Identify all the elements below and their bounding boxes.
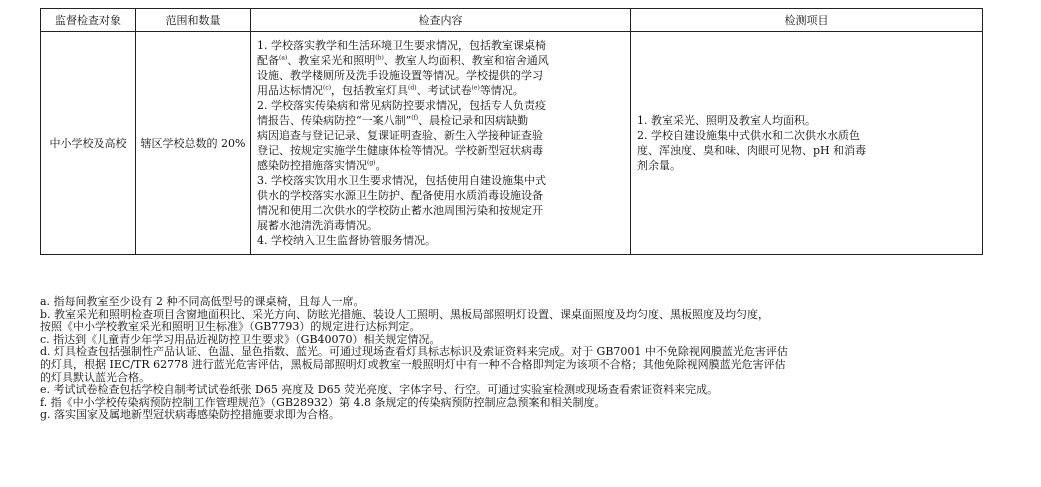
footnote-a: a. 指每间教室至少设有 2 种不同高低型号的课桌椅，且每人一席。 <box>40 295 365 308</box>
text-segment: 配备 <box>257 54 279 67</box>
detection-line: 度、浑浊度、臭和味、肉眼可见物、pH 和消毒 <box>637 144 867 157</box>
note-ref-b: (b) <box>375 54 384 62</box>
note-ref-f: (f) <box>411 114 419 122</box>
text-segment: 等情况。 <box>479 84 524 97</box>
content-item2-line1: 2. 学校落实传染病和常见病防控要求情况，包括专人负责疫 <box>257 99 546 112</box>
content-item3-line3: 情况和使用二次供水的学校防止蓄水池周围污染和按规定开 <box>257 204 543 217</box>
text-segment: ，包括教室灯具 <box>331 84 409 97</box>
footnote-b: b. 教室采光和照明检查项目含窗地面积比、采光方向、防眩光措施、装设人工照明、黑板局部照明灯设置、课桌面照度及均匀度、黑板照度及均匀度， <box>40 307 770 321</box>
text-segment: 、教室采光和照明 <box>287 54 376 67</box>
content-item2-line2 <box>257 113 626 128</box>
footnote-g: g. 落实国家及属地新型冠状病毒感染防控措施要求即为合格。 <box>40 408 341 422</box>
footnote-e: e. 考试试卷检查包括学校自制考试试卷纸张 D65 亮度及 D65 荧光亮度、字体字号、行空。可通过实验室检测或现场查看索证资料来完成。 <box>40 383 719 397</box>
inspection-table <box>40 8 983 255</box>
text-segment: 情报告、传染病防控“一案八制” <box>257 114 412 127</box>
header-content: 检查内容 <box>251 9 631 32</box>
content-item2-line3: 病因追查与登记记录、复课证明查验、新生入学接种证查验 <box>257 129 543 142</box>
text-segment: 感染防控措施落实情况 <box>257 159 367 172</box>
table-header-row <box>41 9 983 32</box>
footnote-d-cont: 的灯具默认蓝光合格。 <box>40 370 150 384</box>
text-segment: 。 <box>375 159 387 172</box>
header-object: 监督检查对象 <box>41 9 136 32</box>
note-ref-a: (a) <box>279 54 288 62</box>
cell-detection <box>631 32 983 255</box>
cell-scope: 辖区学校总数的 20% <box>136 32 251 255</box>
footnote-d-cont: 的灯具，根据 IEC/TR 62778 进行蓝光危害评估，黑板局部照明灯或教室一般照明灯中有一种不合格即判定为该项不合格；其他免除视网膜蓝光危害评估 <box>40 357 786 371</box>
detection-line: 1. 教室采光、照明及教室人均面积。 <box>637 114 816 127</box>
footnotes <box>40 296 990 422</box>
text-segment: 、考试试卷 <box>416 84 472 97</box>
content-item1-line1: 1. 学校落实教学和生活环境卫生要求情况，包括教室课桌椅 <box>257 39 546 52</box>
content-item3-line1: 3. 学校落实饮用水卫生要求情况，包括使用自建设施集中式 <box>257 174 546 187</box>
detection-line: 剂余量。 <box>637 159 681 172</box>
content-item2-line5 <box>257 158 626 173</box>
text-segment: 用品达标情况 <box>257 84 323 97</box>
text-segment: 、教室人均面积、教室和宿舍通风 <box>383 54 549 67</box>
cell-content <box>251 32 631 255</box>
header-detection: 检测项目 <box>631 9 983 32</box>
content-item3-line2: 供水的学校落实水源卫生防护、配备使用水质消毒设施设备 <box>257 189 543 202</box>
note-ref-e: (e) <box>471 84 480 92</box>
content-item1-line3: 设施、教学楼厕所及洗手设施设置等情况。学校提供的学习 <box>257 69 543 82</box>
footnote-f: f. 指《中小学校传染病预防控制工作管理规范》（GB28932）第 4.8 条规定的传染病预防控制应急预案和相关制度。 <box>40 395 606 409</box>
footnote-d: d. 灯具检查包括强制性产品认证、色温、显色指数、蓝光。可通过现场查看灯具标志标识及索证资料来完成。对于 GB7001 中不免除视网膜蓝光危害评估 <box>40 345 788 359</box>
note-ref-d: (d) <box>408 84 417 92</box>
header-scope: 范围和数量 <box>136 9 251 32</box>
footnote-b-cont: 按照《中小学校教室采光和照明卫生标准》（GB7793）的规定进行达标判定。 <box>40 320 421 334</box>
detection-line: 2. 学校自建设施集中式供水和二次供水水质色 <box>637 129 860 142</box>
content-item4-line1: 4. 学校纳入卫生监督协管服务情况。 <box>257 234 436 247</box>
text-segment: 、晨检记录和因病缺勤 <box>418 114 529 127</box>
content-item3-line4: 展蓄水池清洗消毒情况。 <box>257 219 378 232</box>
note-ref-c: (c) <box>323 84 332 92</box>
note-ref-g: (g) <box>367 159 376 167</box>
content-item1-line2 <box>257 53 626 68</box>
content-item2-line4: 登记、按规定实施学生健康体检等情况。学校新型冠状病毒 <box>257 144 543 157</box>
content-item1-line4 <box>257 83 626 98</box>
cell-object: 中小学校及高校 <box>41 32 136 255</box>
table-row <box>41 32 983 255</box>
footnote-c: c. 指达到《儿童青少年学习用品近视防控卫生要求》（GB40070）相关规定情况。 <box>40 332 441 346</box>
